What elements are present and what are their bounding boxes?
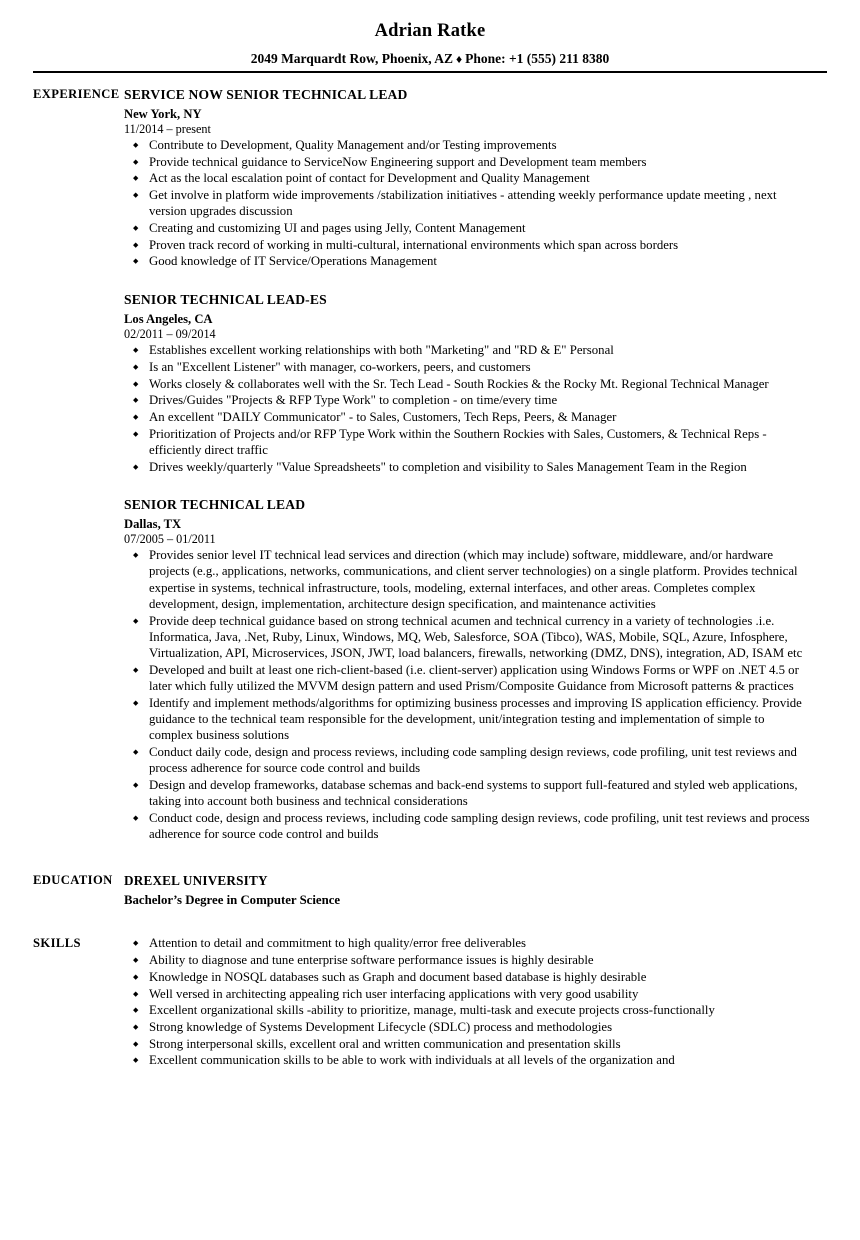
- skills-section: [0, 935, 860, 1069]
- contact-line: [0, 50, 860, 68]
- job-location: New York, NY: [124, 107, 202, 121]
- job-title: SERVICE NOW SENIOR TECHNICAL LEAD: [124, 87, 408, 102]
- job-entry: [124, 86, 810, 270]
- bullet-item: ◆ Creating and customizing UI and pages using Jelly, Content Management: [124, 220, 810, 236]
- education-spacer: [0, 842, 860, 872]
- job-dates: 07/2005 – 01/2011: [124, 532, 216, 547]
- job-title: SENIOR TECHNICAL LEAD: [124, 497, 306, 513]
- job-bullet-list: [124, 137, 810, 270]
- bullet-item: ◆ Attention to detail and commitment to high quality/error free deliverables: [124, 935, 810, 951]
- experience-body: [124, 86, 860, 842]
- job-spacer: [124, 475, 810, 496]
- education-section: [0, 872, 860, 909]
- header-divider: [33, 71, 827, 73]
- bullet-item: ◆ Design and develop frameworks, database schemas and back-end systems to support full-featured and styled web applications, taking into account both business and technical considerations: [124, 777, 810, 809]
- bullet-item: ◆ An excellent "DAILY Communicator" - to Sales, Customers, Tech Reps, Peers, & Manager: [124, 409, 810, 425]
- experience-section: [0, 86, 860, 842]
- bullet-item: ◆ Works closely & collaborates well with the Sr. Tech Lead - South Rockies & the Rocky Mt. Regional Technical Manager: [124, 376, 810, 392]
- job-spacer: [124, 270, 810, 291]
- bullet-item: ◆ Knowledge in NOSQL databases such as Graph and document based database is highly desirable: [124, 969, 810, 985]
- bullet-item: ◆ Excellent communication skills to be able to work with individuals at all levels of the organization and: [124, 1052, 810, 1068]
- job-dates: 02/2011 – 09/2014: [124, 327, 216, 342]
- bullet-item: ◆ Identify and implement methods/algorithms for optimizing business processes and improving IS application efficiency. Provide guidance to the technical team responsible for the development, unit/integration testing and implementation of simple to complex business solutions: [124, 695, 810, 744]
- bullet-item: ◆ Drives/Guides "Projects & RFP Type Work" to completion - on time/every time: [124, 392, 810, 408]
- education-school: DREXEL UNIVERSITY: [124, 873, 268, 889]
- skills-spacer: [0, 909, 860, 935]
- bullet-item: ◆ Conduct daily code, design and process reviews, including code sampling design reviews, code profiling, unit test reviews and process adherence for source code control and builds: [124, 744, 810, 776]
- bullet-item: ◆ Conduct code, design and process reviews, including code sampling design reviews, code profiling, unit test reviews and process adherence for source code control and builds: [124, 810, 810, 842]
- bullet-item: ◆ Good knowledge of IT Service/Operations Management: [124, 253, 810, 269]
- section-label-skills: SKILLS: [33, 936, 81, 951]
- bullet-item: ◆ Excellent organizational skills -ability to prioritize, manage, multi-task and execute projects cross-functionally: [124, 1002, 810, 1018]
- skills-body: [124, 935, 860, 1069]
- job-bullet-list: [124, 342, 810, 475]
- candidate-address: 2049 Marquardt Row, Phoenix, AZ: [250, 51, 453, 66]
- bullet-item: ◆ Provide technical guidance to ServiceNow Engineering support and Development team members: [124, 154, 810, 170]
- job-title: SENIOR TECHNICAL LEAD-ES: [124, 292, 327, 308]
- resume-header: [0, 0, 860, 73]
- section-label-education: EDUCATION: [33, 873, 113, 888]
- job-bullet-list: [124, 547, 810, 842]
- job-location: Dallas, TX: [124, 517, 182, 532]
- job-entry: [124, 291, 810, 475]
- job-entry: [124, 496, 810, 842]
- job-dates: 11/2014 – present: [124, 122, 211, 136]
- bullet-item: ◆ Provides senior level IT technical lead services and direction (which may include) software, middleware, and/or hardware projects (e.g., applications, networks, communications, and client server technologies) on a single platform. Provides technical expertise in systems, technical infrastructure, tools, modeling, external interfaces, and other areas. Completes complex development, design, implementation, architecture design specification, and maintenance activities: [124, 547, 810, 612]
- education-degree: Bachelor’s Degree in Computer Science: [124, 893, 341, 908]
- bullet-item: ◆ Get involve in platform wide improvements /stabilization initiatives - attending weekly performance update meeting , next version upgrades discussion: [124, 187, 810, 219]
- bullet-item: ◆ Ability to diagnose and tune enterprise software performance issues is highly desirable: [124, 952, 810, 968]
- diamond-separator-icon: ♦: [455, 52, 463, 66]
- bullet-item: ◆ Proven track record of working in multi-cultural, international environments which span across borders: [124, 237, 810, 253]
- bullet-item: ◆ Is an "Excellent Listener" with manager, co-workers, peers, and customers: [124, 359, 810, 375]
- bullet-item: ◆ Drives weekly/quarterly "Value Spreadsheets" to completion and visibility to Sales Management Team in the Region: [124, 459, 810, 475]
- bullet-item: ◆ Act as the local escalation point of contact for Development and Quality Management: [124, 170, 810, 186]
- bullet-item: ◆ Contribute to Development, Quality Management and/or Testing improvements: [124, 137, 810, 153]
- bullet-item: ◆ Provide deep technical guidance based on strong technical acumen and technical currency in a variety of technologies .i.e. Informatica, Java, .Net, Ruby, Linux, Windows, MQ, Web, Salesforce, SOA (Tibco), WAS, Mobile, SQL, Azure, Infosphere, Virtualization, API, Microservices, JSON, JWT, load balancers, firewalls, networking (DMZ, DNS), integration, AD, ISAM etc: [124, 613, 810, 662]
- bullet-item: ◆ Strong interpersonal skills, excellent oral and written communication and presentation skills: [124, 1036, 810, 1052]
- bullet-item: ◆ Prioritization of Projects and/or RFP Type Work within the Southern Rockies with Sales, Customers, & Technical Reps - efficiently direct traffic: [124, 426, 810, 458]
- job-location: Los Angeles, CA: [124, 312, 213, 327]
- bullet-item: ◆ Establishes excellent working relationships with both "Marketing" and "RD & E" Personal: [124, 342, 810, 358]
- bullet-item: ◆ Strong knowledge of Systems Development Lifecycle (SDLC) process and methodologies: [124, 1019, 810, 1035]
- bullet-item: ◆ Well versed in architecting appealing rich user interfacing applications with very good usability: [124, 986, 810, 1002]
- candidate-name: Adrian Ratke: [374, 21, 486, 41]
- candidate-phone: Phone: +1 (555) 211 8380: [465, 51, 610, 66]
- education-body: [124, 872, 860, 909]
- section-label-experience: EXPERIENCE: [33, 87, 120, 101]
- bullet-item: ◆ Developed and built at least one rich-client-based (i.e. client-server) application using Windows Forms or WPF on .NET 4.5 or later which fully utilized the MVVM design pattern and used Prism/Composite Guidance from Microsoft patterns & practices: [124, 662, 810, 694]
- skills-bullet-list: [124, 935, 810, 1068]
